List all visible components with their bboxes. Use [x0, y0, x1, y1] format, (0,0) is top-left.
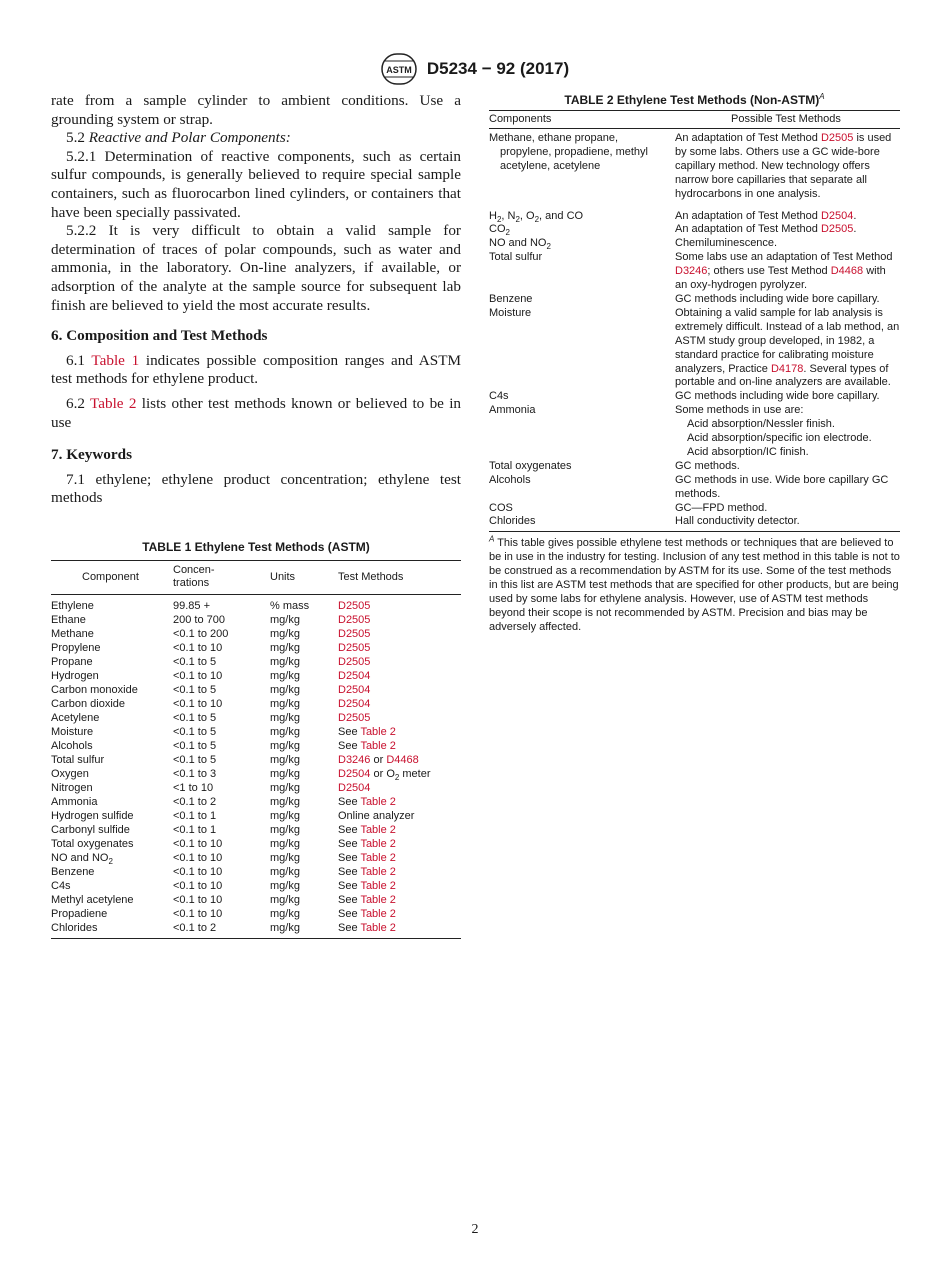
table-row: [51, 795, 461, 809]
list-item: Acid absorption/specific ion electrode.: [687, 432, 872, 445]
table2-cell-component: Methane, ethane propane, propylene, propadiene, methyl acetylene, acetylene: [489, 132, 648, 172]
table2-cell-component: NO and $NO_2$: [489, 237, 551, 252]
table1-cell-component: Alcohols: [51, 740, 93, 752]
paragraph-5-2-title: Reactive and Polar Components:: [88, 129, 291, 147]
table1-cell-test-method: See Table 2: [338, 740, 396, 752]
table1-cell-concentration: <0.1 to 2: [173, 922, 217, 934]
table2-cell-method: Some labs use an adaptation of Test Method D3246; others use Test Method D4468 with an oxy-hydrogen pyrolyzer.: [675, 251, 893, 292]
table1-cell-test-method: See Table 2: [338, 824, 396, 836]
table2-cell-method: GC—FPD method.: [675, 501, 768, 514]
table1-cell-test-method: [338, 595, 461, 614]
table1-cell-test-method: See Table 2: [338, 866, 396, 878]
table-row: [51, 837, 461, 851]
table-row: [51, 865, 461, 879]
table1-cell-component: Total sulfur: [51, 754, 105, 766]
d2505-link[interactable]: D2505: [820, 223, 854, 236]
table1-cell-concentration: <0.1 to 5: [173, 726, 217, 738]
table2-cell-method: An adaptation of Test Method D2505 is used by some labs. Others use a GC wide-bore capillary method. New technology offers narrow bore capillaries that separate all hydrocarbons in one analysis.: [675, 132, 892, 200]
table1-cell-component: Hydrogen: [51, 670, 99, 682]
d2505-link[interactable]: D2505: [820, 132, 854, 144]
table1-cell-component: Oxygen: [51, 768, 89, 780]
table-row: [51, 851, 461, 865]
table1-cell-test-method: D3246 or D4468: [338, 754, 419, 766]
table1-cell-test-method: See Table 2: [338, 796, 396, 808]
table1-header-concentrations: Concen- trations: [173, 561, 270, 595]
table1-cell-component: C4s: [51, 880, 71, 892]
table1-cell-units: mg/kg: [270, 782, 300, 794]
table-row: [489, 251, 900, 293]
table1-cell-units: mg/kg: [270, 628, 300, 640]
table1-cell-units: mg/kg: [270, 922, 300, 934]
table1-cell-concentration: <0.1 to 10: [173, 894, 223, 906]
table2-cell-component: Total oxygenates: [489, 459, 572, 472]
table-row: [51, 683, 461, 697]
test-method-link[interactable]: Table 2: [360, 894, 396, 906]
test-method-link[interactable]: D3246: [338, 754, 371, 766]
table1-cell-test-method: See Table 2: [338, 894, 396, 906]
table1-cell-test-method: See Table 2: [338, 880, 396, 892]
table-row: [51, 767, 461, 781]
table1-cell-component: Ammonia: [51, 796, 98, 808]
table1-cell-concentration: <1 to 10: [173, 782, 214, 794]
table1-cell-concentration: <0.1 to 5: [173, 656, 217, 668]
table1-cell-component: Chlorides: [51, 922, 98, 934]
table1-cell-units: mg/kg: [270, 726, 300, 738]
astm-logo: [381, 52, 417, 86]
table1-cell-concentration: <0.1 to 10: [173, 880, 223, 892]
table1-cell-concentration: <0.1 to 1: [173, 824, 217, 836]
test-method-link[interactable]: D4468: [386, 754, 419, 766]
table1-cell-concentration: <0.1 to 5: [173, 754, 217, 766]
table2-cell-component: Benzene: [489, 292, 533, 305]
table1-cell-component: Benzene: [51, 866, 95, 878]
table1-cell-units: mg/kg: [270, 754, 300, 766]
table1-cell-test-method: [338, 613, 461, 627]
table2-cell-method: GC methods.: [675, 459, 740, 472]
d4178-link[interactable]: D4178: [770, 362, 804, 375]
test-method-link[interactable]: Table 2: [360, 726, 396, 738]
table2-cell-component: COS: [489, 501, 513, 514]
table1-cell-component: Methyl acetylene: [51, 894, 134, 906]
table2-link[interactable]: Table 2: [90, 394, 137, 412]
table1-cell-concentration: <0.1 to 2: [173, 796, 217, 808]
table2-cell-method: Obtaining a valid sample for lab analysis is extremely difficult. Instead of a lab method, an ASTM study group developed, in 1982, a standard practice for calibrating moisture analyzers, Practice D4178. Several types of portable and on-line analyzers are available.: [675, 306, 900, 389]
table2-cell-method: [675, 404, 900, 460]
table1-cell-test-method: See Table 2: [338, 838, 396, 850]
paragraph-7-1: 7.1 ethylene; ethylene product concentration; ethylene test methods: [51, 470, 461, 507]
table-row: [51, 921, 461, 939]
paragraph-6-2-text: lists other test methods known or believed to be in use: [51, 394, 462, 431]
table-row: [51, 907, 461, 921]
table1-cell-concentration: <0.1 to 10: [173, 908, 223, 920]
table-row: [489, 307, 900, 390]
table1-cell-test-method: See Table 2: [338, 908, 396, 920]
table1-header-test-methods: Test Methods: [338, 561, 461, 595]
ammonia-methods-intro: Some methods in use are:: [675, 404, 804, 417]
table2-cell-component: C4s: [489, 390, 509, 403]
table2-cell-component: $CO_2$: [489, 223, 510, 238]
paragraph-6-2-number: 6.2: [66, 394, 85, 412]
table1-cell-concentration: <0.1 to 10: [173, 642, 223, 654]
paragraph-6-2: [51, 395, 461, 432]
table2-cell-component: Ammonia: [489, 404, 536, 417]
test-method-link[interactable]: D2505: [338, 628, 371, 640]
table2-cell-method: GC methods including wide bore capillary.: [675, 292, 880, 305]
logo-text: ASTM: [386, 65, 412, 75]
table2-cell-component: $H_2$, $N_2$, $O_2$, and CO: [489, 209, 584, 224]
table1-cell-units: mg/kg: [270, 908, 300, 920]
table1-header-units: Units: [270, 561, 338, 595]
test-method-link[interactable]: D2504: [338, 698, 371, 710]
table1-cell-component: NO and $NO_2$: [51, 852, 113, 867]
table2-cell-method: GC methods including wide bore capillary.: [675, 390, 880, 403]
table-row: [51, 781, 461, 795]
table1-cell-component: Methane: [51, 628, 94, 640]
table1-cell-units: mg/kg: [270, 824, 300, 836]
table1-cell-test-method: See Table 2: [338, 852, 396, 864]
page-header: [0, 52, 950, 86]
test-method-link[interactable]: Table 2: [360, 852, 396, 864]
d2504-link[interactable]: D2504: [820, 209, 854, 222]
test-method-link[interactable]: D2504: [338, 684, 371, 696]
page-number: 2: [471, 1222, 479, 1237]
test-method-link[interactable]: Table 2: [360, 838, 396, 850]
table1-cell-component: Propane: [51, 656, 93, 668]
table1-caption: TABLE 1 Ethylene Test Methods (ASTM): [142, 540, 370, 554]
table-row: [51, 669, 461, 683]
test-method-link[interactable]: D2505: [338, 656, 371, 668]
paragraph-5-2: [51, 129, 461, 148]
table1-cell-concentration: <0.1 to 1: [173, 810, 217, 822]
table1-cell-units: mg/kg: [270, 698, 300, 710]
table1-cell-component: Propadiene: [51, 908, 108, 920]
table2-cell-component: Total sulfur: [489, 251, 543, 264]
table-row: [51, 641, 461, 655]
table-row: [51, 879, 461, 893]
table1-cell-test-method: [338, 655, 461, 669]
table1-cell-test-method: [338, 627, 461, 641]
table1-cell-concentration: 200 to 700: [173, 614, 225, 626]
table2-cell-method: An adaptation of Test Method D2504.: [675, 209, 857, 222]
table2-header-components: Components: [489, 111, 675, 129]
paragraph-5-2-2: 5.2.2 It is very difficult to obtain a valid sample for determination of traces of polar compounds, such as water and ammonia, in the laboratory. On-line analyzers, if available, or adsorption of the analyte at the sample source for subsequent lab finish are believed to yield the most accurate results.: [51, 222, 461, 314]
table1-cell-concentration: <0.1 to 10: [173, 670, 223, 682]
table1-cell-component: Ethylene: [51, 600, 94, 612]
test-method-link[interactable]: D2505: [338, 614, 371, 626]
test-method-link[interactable]: Table 2: [360, 866, 396, 878]
table2-caption: TABLE 2 Ethylene Test Methods (Non-ASTM)$^A$: [564, 92, 825, 107]
table1-container: [51, 540, 461, 939]
test-method-link[interactable]: Table 2: [360, 740, 396, 752]
table-row: [51, 595, 461, 614]
table1-cell-component: Propylene: [51, 642, 101, 654]
table2-cell-method: GC methods in use. Wide bore capillary GC methods.: [675, 473, 889, 500]
table1-cell-concentration: <0.1 to 5: [173, 684, 217, 696]
test-method-link[interactable]: Table 2: [360, 796, 396, 808]
table1-cell-units: mg/kg: [270, 614, 300, 626]
table1-cell-units: mg/kg: [270, 712, 300, 724]
table2-cell-component: Alcohols: [489, 473, 531, 486]
table-row: [489, 404, 900, 460]
table1-cell-concentration: <0.1 to 10: [173, 838, 223, 850]
test-method-link[interactable]: D2504: [338, 670, 371, 682]
paragraph-6-1-number: 6.1: [66, 351, 85, 369]
section-7-title: 7. Keywords: [51, 446, 132, 464]
table1-cell-units: mg/kg: [270, 810, 300, 822]
table-row: [489, 502, 900, 516]
test-method-link[interactable]: D2505: [338, 642, 371, 654]
table1-cell-test-method: [338, 669, 461, 683]
paragraph-5-1-cont: rate from a sample cylinder to ambient conditions. Use a grounding system or strap.: [51, 92, 461, 128]
table1-cell-component: Carbon monoxide: [51, 684, 138, 696]
table1-cell-concentration: <0.1 to 200: [173, 628, 229, 640]
table1-cell-component: Moisture: [51, 726, 94, 738]
table1-cell-test-method: Online analyzer: [338, 810, 415, 822]
table-row: [51, 739, 461, 753]
table1-cell-test-method: [338, 781, 461, 795]
table1-cell-component: Total oxygenates: [51, 838, 134, 850]
table1-cell-component: Carbon dioxide: [51, 698, 125, 710]
table2-header-methods: Possible Test Methods: [675, 111, 900, 129]
table1-cell-units: mg/kg: [270, 796, 300, 808]
list-item: Acid absorption/IC finish.: [687, 445, 809, 458]
table1-cell-units: mg/kg: [270, 880, 300, 892]
left-column: [51, 92, 461, 508]
table-row: [51, 753, 461, 767]
table2-footnote: $^A$ This table gives possible ethylene test methods or techniques that are believed to be in use in the industry for testing. Inclusion of any test method in this table is not to be construed as a recommendation by ASTM for its use. Some of the test methods in this list are ASTM test methods that are specified for other products, but are being used by some labs for ethylene analysis. However, use of ASTM test methods beyond their scope is not recommended by ASTM. Precision and bias may be adversely affected.: [489, 534, 900, 633]
table1-cell-test-method: [338, 697, 461, 711]
test-method-link[interactable]: D2505: [338, 600, 371, 612]
test-method-link[interactable]: Table 2: [360, 908, 396, 920]
paragraph-6-1-text: indicates possible composition ranges and ASTM test methods for ethylene product.: [51, 351, 462, 388]
table1-cell-concentration: <0.1 to 10: [173, 852, 223, 864]
table1-link[interactable]: Table 1: [91, 351, 140, 369]
table1-cell-units: % mass: [270, 600, 310, 612]
table-row: [51, 711, 461, 725]
table-row: [51, 809, 461, 823]
table-row: [489, 515, 900, 531]
table-row: [489, 129, 900, 202]
table1-cell-units: mg/kg: [270, 656, 300, 668]
table1-cell-test-method: [338, 641, 461, 655]
table-row: [489, 460, 900, 474]
table1-header-component: Component: [51, 561, 173, 595]
table1-cell-units: mg/kg: [270, 866, 300, 878]
table2: [489, 110, 900, 532]
table2-cell-component: Moisture: [489, 306, 532, 319]
paragraph-5-2-1: 5.2.1 Determination of reactive components, such as certain sulfur compounds, is generally believed to require special sample containers, such as fluorocarbon lined cylinders, or containers that have been specially passivated.: [51, 147, 461, 221]
table1-cell-concentration: 99.85 +: [173, 600, 211, 612]
table1-cell-test-method: See Table 2: [338, 726, 396, 738]
d3246-link[interactable]: D3246: [675, 265, 708, 278]
table-row: [489, 293, 900, 307]
table1-cell-units: mg/kg: [270, 740, 300, 752]
table1-cell-test-method: D2504 or $O_2$ meter: [338, 768, 431, 783]
paragraph-5-2-number: 5.2: [66, 129, 85, 147]
list-item: Acid absorption/Nessler finish.: [687, 418, 835, 431]
table1-cell-concentration: <0.1 to 5: [173, 712, 217, 724]
table1-cell-component: Ethane: [51, 614, 86, 626]
table1-cell-units: mg/kg: [270, 894, 300, 906]
test-method-link[interactable]: D2504: [338, 768, 371, 780]
test-method-link[interactable]: Table 2: [360, 824, 396, 836]
section-6-title: 6. Composition and Test Methods: [51, 327, 268, 345]
table-row: [489, 202, 900, 224]
table1-cell-units: mg/kg: [270, 768, 300, 780]
table1-cell-test-method: [338, 711, 461, 725]
table-row: [51, 627, 461, 641]
table-row: [51, 893, 461, 907]
table2-container: [489, 93, 900, 635]
table1-cell-units: mg/kg: [270, 670, 300, 682]
table1-cell-test-method: See Table 2: [338, 922, 396, 934]
table1-cell-units: mg/kg: [270, 642, 300, 654]
test-method-link[interactable]: Table 2: [360, 922, 396, 934]
table-row: [51, 823, 461, 837]
table1-cell-concentration: <0.1 to 3: [173, 768, 217, 780]
table-row: [489, 237, 900, 251]
paragraph-6-1: [51, 352, 461, 389]
table2-cell-component: Chlorides: [489, 515, 536, 528]
table-row: [51, 613, 461, 627]
table-row: [489, 474, 900, 502]
table1-cell-units: mg/kg: [270, 684, 300, 696]
table1-cell-concentration: <0.1 to 10: [173, 866, 223, 878]
table-row: [51, 655, 461, 669]
table1-cell-test-method: [338, 683, 461, 697]
table1-cell-component: Hydrogen sulfide: [51, 810, 134, 822]
table1-cell-concentration: <0.1 to 5: [173, 740, 217, 752]
table-row: [489, 223, 900, 237]
table-row: [51, 697, 461, 711]
table2-cell-method: An adaptation of Test Method D2505.: [675, 223, 857, 236]
table-row: [51, 725, 461, 739]
table2-cell-method: Chemiluminescence.: [675, 237, 778, 250]
table-row: [489, 390, 900, 404]
table1-cell-units: mg/kg: [270, 838, 300, 850]
table1-cell-component: Carbonyl sulfide: [51, 824, 130, 836]
table1-cell-component: Acetylene: [51, 712, 100, 724]
test-method-link[interactable]: Table 2: [360, 880, 396, 892]
document-title: D5234 − 92 (2017): [426, 59, 570, 78]
table1-cell-units: mg/kg: [270, 852, 300, 864]
test-method-link[interactable]: D2504: [338, 782, 371, 794]
table1-cell-component: Nitrogen: [51, 782, 93, 794]
table1: [51, 560, 461, 939]
d4468-link[interactable]: D4468: [830, 265, 864, 278]
table2-cell-method: Hall conductivity detector.: [675, 515, 800, 528]
test-method-link[interactable]: D2505: [338, 712, 371, 724]
table1-cell-concentration: <0.1 to 10: [173, 698, 223, 710]
